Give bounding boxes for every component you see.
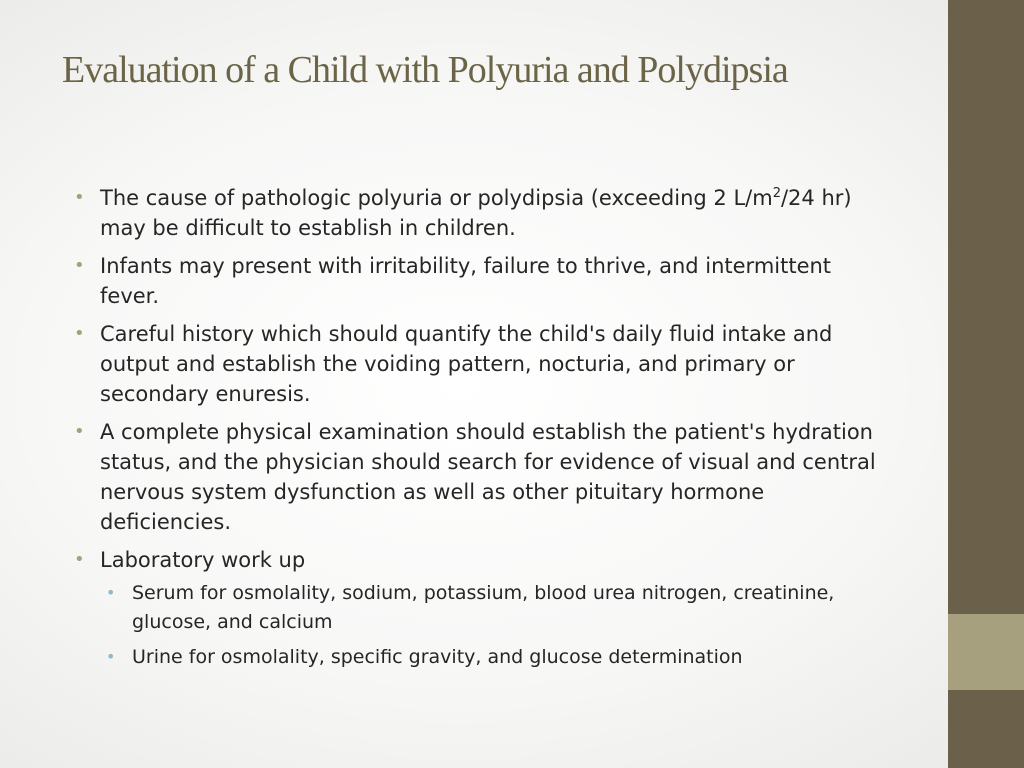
bullet-item	[74, 251, 894, 311]
sub-bullet-list	[106, 579, 894, 672]
sidebar-accent-block	[948, 614, 1024, 690]
sub-bullet-item	[106, 643, 894, 672]
bullet-text: A complete physical examination should establish the patient's hydration status, and the physician should search for evidence of visual and central nervous system dysfunction as well as other pituitary hormone deficiencies.	[100, 420, 876, 534]
bullet-item	[74, 319, 894, 409]
bullet-text-part: /24 hr) may be difficult to establish in children.	[100, 186, 852, 240]
bullet-list	[74, 183, 894, 680]
sub-bullet-text: Urine for osmolality, specific gravity, and glucose determination	[132, 646, 743, 668]
sub-bullet-text: Serum for osmolality, sodium, potassium, blood urea nitrogen, creatinine, glucose, and calcium	[132, 582, 835, 633]
bullet-text: Careful history which should quantify the child's daily fluid intake and output and establish the voiding pattern, nocturia, and primary or secondary enuresis.	[100, 322, 833, 406]
bullet-item	[74, 545, 894, 672]
superscript: 2	[772, 186, 781, 201]
bullet-marker: •	[74, 421, 85, 442]
sub-bullet-marker: •	[106, 647, 116, 666]
bullet-text: Laboratory work up	[100, 548, 306, 572]
bullet-marker: •	[74, 187, 85, 208]
bullet-text-part: The cause of pathologic polyuria or polydipsia (exceeding 2 L/m	[100, 186, 773, 210]
bullet-item	[74, 417, 894, 537]
slide-title: Evaluation of a Child with Polyuria and Polydipsia	[62, 49, 788, 91]
bullet-marker: •	[74, 323, 85, 344]
sub-bullet-marker: •	[106, 583, 116, 602]
bullet-marker: •	[74, 549, 85, 570]
bullet-item	[74, 183, 894, 243]
bullet-text: Infants may present with irritability, failure to thrive, and intermittent fever.	[100, 254, 832, 308]
bullet-marker: •	[74, 255, 85, 276]
sub-bullet-item	[106, 579, 894, 637]
